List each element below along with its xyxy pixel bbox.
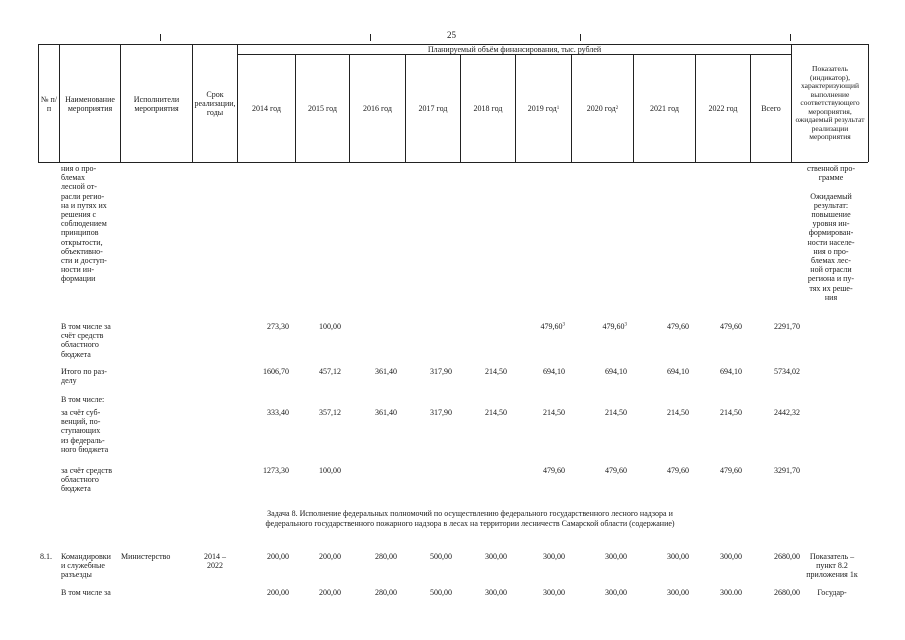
row-1-value: 457,12 <box>319 367 341 376</box>
row-1-value: 361,40 <box>375 367 397 376</box>
header-year-3: 2017 год <box>418 104 448 113</box>
row-8-1-term: 2014 – 2022 <box>204 552 226 571</box>
row-0-value: 479,60$^3$ <box>540 322 565 331</box>
row-8-1-value: 300,00 <box>720 552 742 561</box>
row-4-value: 479,60 <box>543 466 565 475</box>
row-3-value: 317,90 <box>430 408 452 417</box>
row-8-1-b-name: В том числе за <box>61 588 111 597</box>
row-label: за счёт суб- венций, по- ступающих из федераль- ного бюджета <box>61 408 109 454</box>
row-4-value: 479,60 <box>605 466 627 475</box>
margin-tick <box>790 34 791 41</box>
header-col-term: Срок реализации, годы <box>194 90 236 117</box>
row-1-value: 694,10 <box>605 367 627 376</box>
row-1-value: 214,50 <box>485 367 507 376</box>
row-8-1-indicator: Показатель – пункт 8.2 приложения 1к <box>806 552 858 580</box>
row-1-value: 1606,70 <box>263 367 289 376</box>
row-1-value: 694,10 <box>543 367 565 376</box>
header-col-executors: Исполнители мероприятия <box>133 94 180 113</box>
margin-tick <box>160 34 161 41</box>
row-3-value: 214,50 <box>605 408 627 417</box>
row-3-value: 214,50 <box>543 408 565 417</box>
row-8-1-name: Командировки и служебные разъезды <box>61 552 111 580</box>
row-8-1-b-value: 300,00 <box>605 588 627 597</box>
header-year-4: 2018 год <box>473 104 503 113</box>
row-8-1-value: 280,00 <box>375 552 397 561</box>
margin-tick <box>580 34 581 41</box>
row-8-1-b-value: 300.00 <box>720 588 742 597</box>
header-year-5: 2019 год 1 <box>527 104 560 113</box>
row-0-value: 479,60 <box>667 322 689 331</box>
row-label: Итого по раз- делу <box>61 367 107 386</box>
task-8-heading-line-2: федерального государственного пожарного надзора в лесах на территории лесничеств Самарской области (содержание) <box>265 519 675 528</box>
task-8-heading-line-1: Задача 8. Исполнение федеральных полномочий по осуществлению федерального государственного лесного надзора и <box>267 509 673 518</box>
row-0-value: 273,30 <box>267 322 289 331</box>
margin-tick <box>370 34 371 41</box>
row-8-1-number: 8.1. <box>40 552 52 561</box>
row-8-1-b-value: 200,00 <box>267 588 289 597</box>
row-8-1-value: 200,00 <box>319 552 341 561</box>
row-1-value: 5734,02 <box>774 367 800 376</box>
header-year-1: 2015 год <box>308 104 337 113</box>
header-year-2: 2016 год <box>363 104 392 113</box>
row-8-1-b-value: 500,00 <box>430 588 452 597</box>
row-8-1-b-value: 300,00 <box>485 588 507 597</box>
row-4-value: 479,60 <box>667 466 689 475</box>
row-8-1-b-value: 2680,00 <box>774 588 800 597</box>
row-label: В том числе: <box>61 395 105 404</box>
header-year-6: 2020 год 2 <box>586 104 619 113</box>
row-3-value: 357,12 <box>319 408 341 417</box>
row-label: за счёт средств областного бюджета <box>61 466 113 494</box>
row-8-1-executor: Министерство <box>121 552 171 561</box>
row-0-value: 479,60$^3$ <box>602 322 627 331</box>
row-8-1-value: 300,00 <box>605 552 627 561</box>
row-4-value: 1273,30 <box>263 466 289 475</box>
continued-indicator-text: ственной про- грамме Ожидаемый результат: повышение уровня ин- формирован- ности населе- ния о про- блемах лес- ной отрасли региона и пу- тях их реше- ния <box>806 164 856 302</box>
header-col-name: Наименование мероприятия <box>65 94 115 113</box>
row-1-value: 694,10 <box>667 367 689 376</box>
row-0-value: 100,00 <box>319 322 341 331</box>
row-8-1-b-value: 200,00 <box>319 588 341 597</box>
header-year-9: Всего <box>761 104 781 113</box>
header-year-7: 2021 год <box>650 104 679 113</box>
row-8-1-value: 300,00 <box>667 552 689 561</box>
row-0-value: 2291,70 <box>774 322 800 331</box>
row-8-1-b-value: 280,00 <box>375 588 397 597</box>
row-8-1-value: 500,00 <box>430 552 452 561</box>
header-year-8: 2022 год <box>708 104 738 113</box>
row-0-value: 479,60 <box>720 322 742 331</box>
header-col-indicator: Показатель (индикатор), характеризующий выполнение соответствующего мероприятия, ожидаемый результат реализации мероприятия <box>795 64 865 142</box>
row-4-value: 479,60 <box>720 466 742 475</box>
row-4-value: 100,00 <box>319 466 341 475</box>
row-1-value: 694,10 <box>720 367 742 376</box>
row-8-1-b-indicator: Государ- <box>817 588 847 597</box>
row-3-value: 214,50 <box>720 408 742 417</box>
row-3-value: 214,50 <box>485 408 507 417</box>
header-col-number: № п/п <box>40 94 58 113</box>
row-1-value: 317,90 <box>430 367 452 376</box>
row-label: В том числе за счёт средств областного бюджета <box>61 322 111 359</box>
row-4-value: 3291,70 <box>774 466 800 475</box>
continued-name-text: ния о про- блемах лесной от- расли регио- на и путях их решения с соблюдением принципов открытости, объективно- сти и доступ- ности ин- формации <box>61 164 107 284</box>
row-3-value: 333,40 <box>267 408 289 417</box>
row-8-1-value: 300,00 <box>543 552 565 561</box>
row-8-1-value: 2680,00 <box>774 552 800 561</box>
row-3-value: 2442,32 <box>774 408 800 417</box>
row-8-1-value: 200,00 <box>267 552 289 561</box>
row-8-1-value: 300,00 <box>485 552 507 561</box>
page-number: 25 <box>447 30 456 40</box>
header-year-0: 2014 год <box>252 104 281 113</box>
row-8-1-b-value: 300,00 <box>543 588 565 597</box>
row-8-1-b-value: 300,00 <box>667 588 689 597</box>
header-planned-financing: Планируемый объём финансирования, тыс. рублей <box>427 44 602 54</box>
row-3-value: 361,40 <box>375 408 397 417</box>
row-3-value: 214,50 <box>667 408 689 417</box>
